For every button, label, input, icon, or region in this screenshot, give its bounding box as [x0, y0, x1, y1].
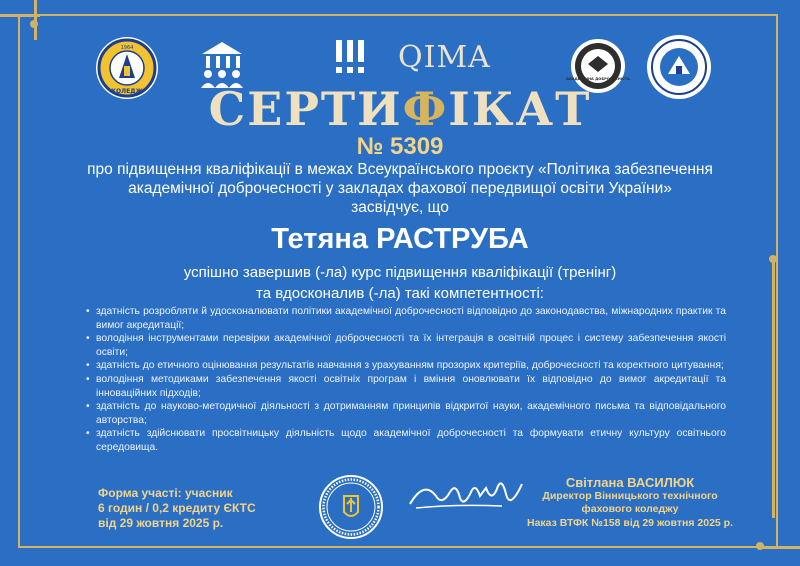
competency-item: • здатність розробляти й удосконалювати політики академічної доброчесності відповідно до законодавства, міжнародних практик та вимог акредитації;: [86, 305, 726, 332]
competency-item: • володіння інструментами перевірки академічної доброчесності та їх інтеграція в освітній процес і систему забезпечення якості освіти;: [86, 332, 726, 359]
recipient-name: Тетяна РАСТРУБА: [271, 223, 529, 255]
result-line: успішно завершив (-ла) курс підвищення кваліфікації (тренінг): [183, 264, 617, 281]
competency-item: • здатність до науково-методичної діяльності з дотриманням принципів відкритої науки, академічного письма та відповідального авторства;: [86, 400, 726, 427]
title-part-2: ІКАТ: [448, 82, 592, 136]
competency-item: • здатність здійснювати просвітницьку діяльність щодо академічної доброчесності та формувати етичну культуру освітнього середовища.: [86, 427, 726, 454]
svg-text:АКАДЕМІЧНА ДОБРОЧЕСНІСТЬ: АКАДЕМІЧНА ДОБРОЧЕСНІСТЬ: [566, 77, 630, 81]
svg-text:КОЛЕДЖ: КОЛЕДЖ: [111, 88, 143, 95]
participation-hours: 6 годин / 0,2 кредиту ЄКТС: [98, 501, 256, 515]
official-stamp-icon: [318, 474, 384, 540]
institution-people-icon: [196, 38, 248, 88]
result-line: та вдосконалив (-ла) такі компетентності:: [256, 285, 544, 302]
signatory-order: Наказ ВТФК №158 від 29 жовтня 2025 р.: [526, 516, 733, 529]
signatory-block: [515, 476, 745, 530]
gold-bar-bottom-right: [760, 546, 800, 549]
signatory-title: фахового коледжу: [581, 503, 679, 515]
competencies-list: [86, 305, 726, 455]
signatory-title: Директор Вінницького технічного: [542, 489, 718, 502]
qima-logo: QIMA: [398, 40, 491, 75]
intro-text: [0, 160, 800, 217]
signatory-name: Світлана ВАСИЛЮК: [565, 475, 695, 490]
exclamation-mark-logo-icon: [335, 40, 365, 74]
participation-form: Форма участі: учасник: [98, 486, 233, 500]
gold-dot-top-left: [30, 20, 38, 28]
certificate-title: [0, 82, 800, 136]
intro-line: про підвищення кваліфікації в межах Всеукраїнського проєкту «Політика забезпечення: [87, 161, 713, 178]
competency-item: • володіння методиками забезпечення якості освітніх програм і вміння оновлювати їх відповідно до вимог акредитації та інноваційних підходів;: [86, 373, 726, 400]
svg-text:1964: 1964: [120, 45, 134, 51]
gold-dot-bottom-right: [756, 542, 764, 550]
title-part-1: СЕРТИ: [208, 82, 403, 136]
title-part-gold: Ф: [402, 82, 449, 136]
signature-icon: [406, 474, 526, 518]
result-text: [0, 262, 800, 304]
certificate-number: № 5309: [356, 133, 444, 160]
intro-line: засвідчує, що: [351, 199, 449, 216]
intro-line: академічної доброчесності у закладах фахової передвищої освіти України»: [128, 180, 672, 197]
participation-date: від 29 жовтня 2025 р.: [98, 516, 224, 530]
competency-item: • здатність до етичного оцінювання результатів навчання з урахуванням прозорих критеріїв, доброчесності та коректного цитування;: [86, 359, 726, 373]
participation-info: [98, 486, 256, 531]
